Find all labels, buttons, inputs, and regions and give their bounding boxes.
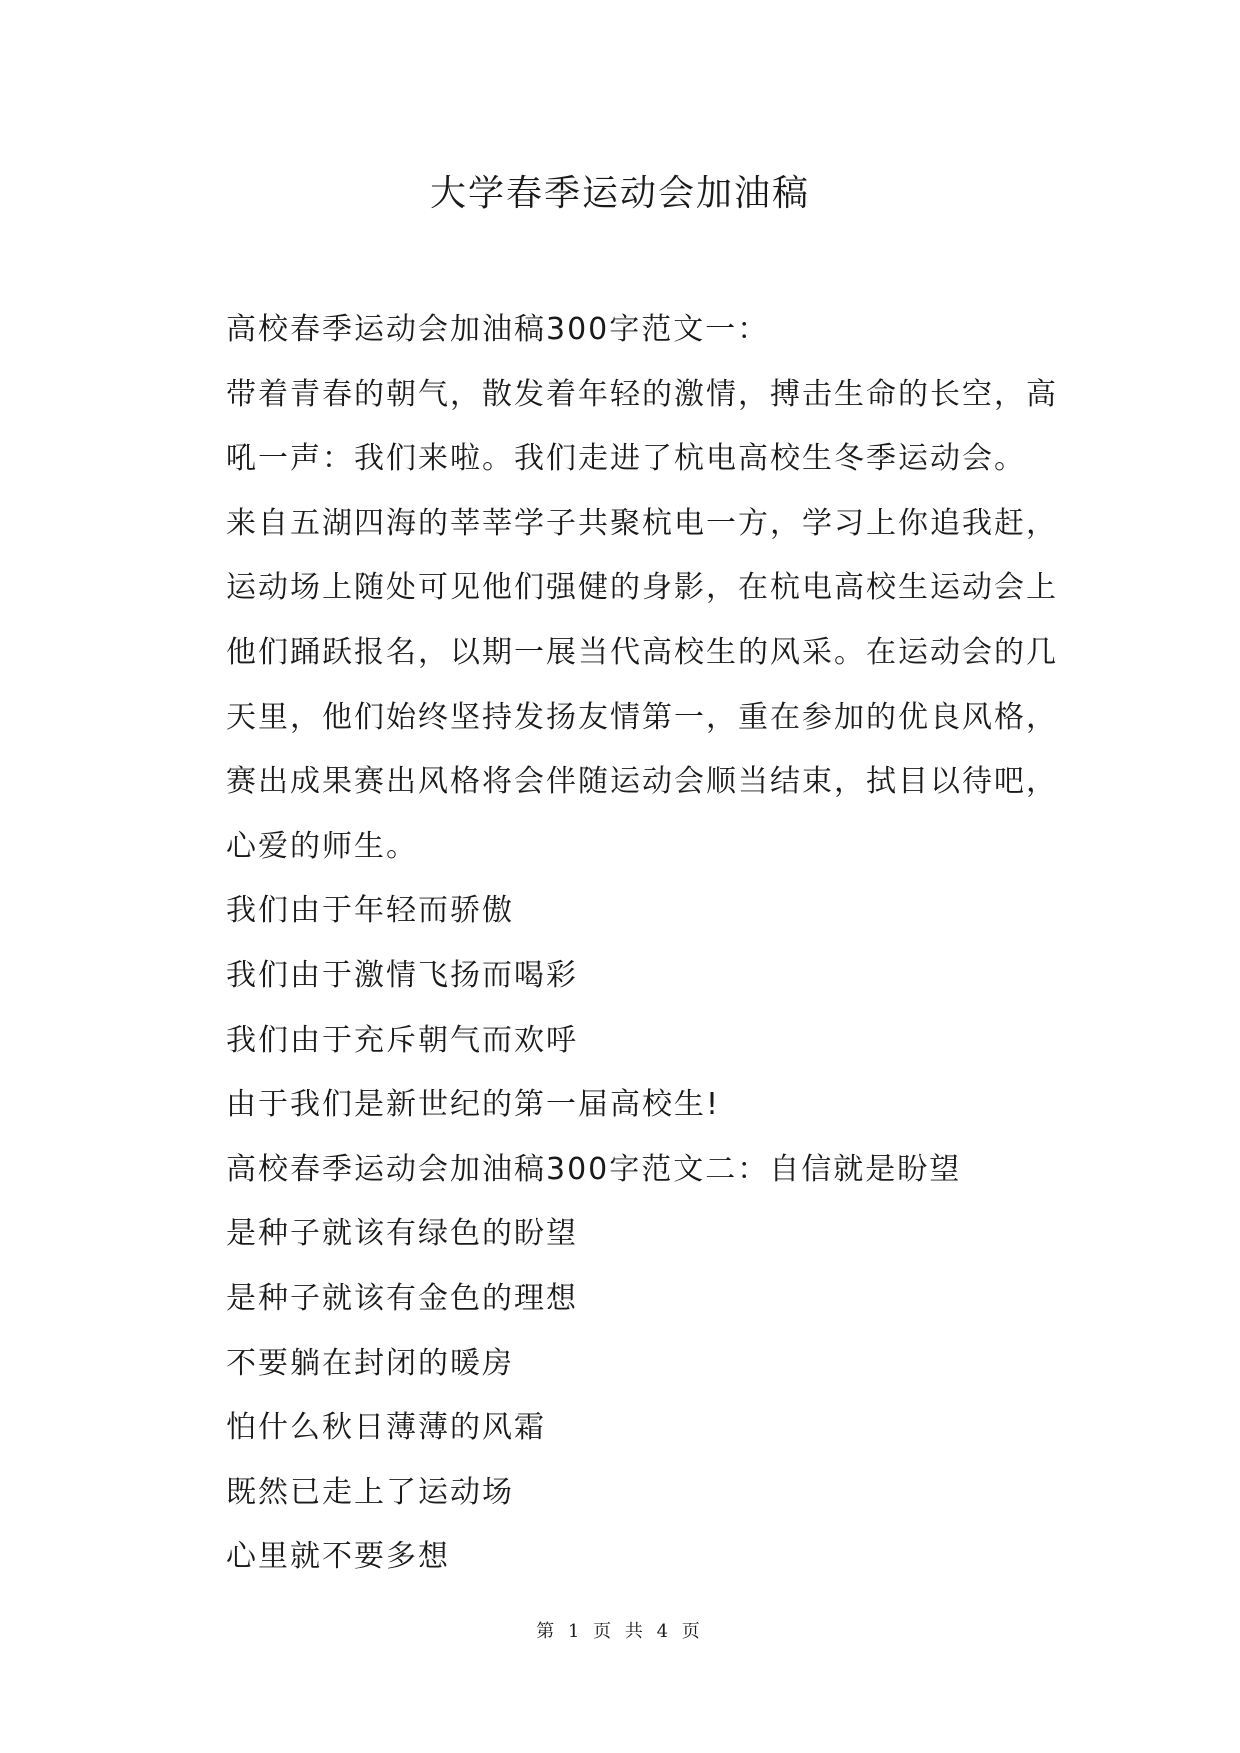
body-line: 吼一声：我们来啦。我们走进了杭电高校生冬季运动会。	[226, 441, 1026, 477]
body-line: 高校春季运动会加油稿300字范文一：	[226, 312, 770, 347]
body-line: 既然已走上了运动场	[226, 1474, 514, 1510]
body-line: 运动场上随处可见他们强健的身影，在杭电高校生运动会上	[226, 570, 1058, 606]
body-line: 我们由于充斥朝气而欢呼	[226, 1022, 578, 1058]
body-line: 心里就不要多想	[226, 1539, 450, 1575]
page-footer: 第 1 页 共 4 页	[536, 1621, 704, 1642]
body-line: 带着青春的朝气，散发着年轻的激情，搏击生命的长空，高	[226, 376, 1058, 412]
body-line: 心爱的师生。	[226, 828, 418, 864]
document-body	[226, 298, 1096, 1590]
body-line: 怕什么秋日薄薄的风霜	[226, 1410, 546, 1446]
body-line: 是种子就该有绿色的盼望	[226, 1216, 578, 1252]
body-line: 是种子就该有金色的理想	[226, 1280, 578, 1316]
body-line: 我们由于激情飞扬而喝彩	[226, 957, 578, 993]
body-line: 天里，他们始终坚持发扬友情第一，重在参加的优良风格，	[226, 699, 1058, 735]
document-title: 大学春季运动会加油稿	[429, 173, 810, 214]
body-line: 不要躺在封闭的暖房	[226, 1345, 514, 1381]
body-line: 由于我们是新世纪的第一届高校生!	[226, 1087, 721, 1123]
body-line: 我们由于年轻而骄傲	[226, 893, 514, 929]
body-line: 赛出成果赛出风格将会伴随运动会顺当结束，拭目以待吧，	[226, 764, 1058, 800]
body-line: 高校春季运动会加油稿300字范文二：自信就是盼望	[226, 1151, 962, 1187]
body-line: 他们踊跃报名，以期一展当代高校生的风采。在运动会的几	[226, 634, 1058, 670]
body-line: 来自五湖四海的莘莘学子共聚杭电一方，学习上你追我赶，	[226, 505, 1058, 541]
